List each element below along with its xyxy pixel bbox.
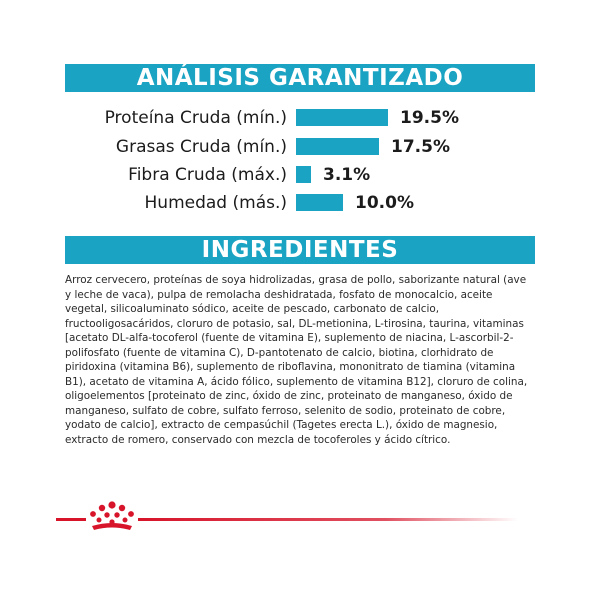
analysis-label: Fibra Cruda (máx.)	[128, 165, 287, 185]
analysis-label: Proteína Cruda (mín.)	[104, 108, 287, 128]
analysis-bar	[296, 194, 343, 211]
footer-divider-right	[138, 518, 518, 521]
ingredients-text: Arroz cervecero, proteínas de soya hidrolizadas, grasa de pollo, saborizante natural (ave y leche de vaca), pulpa de remolacha deshidratada, fosfato de monocalcio, aceite vegetal, silicoaluminato sódico, aceite de pescado, carbonato de calcio, fructooligosacáridos, cloruro de potasio, sal, DL-metionina, L-tirosina, taurina, vitaminas [acetato DL-alfa-tocoferol (fuente de vitamina E), suplemento de niacina, L-ascorbil-2-polifosfato (fuente de vitamina C), D-pantotenato de calcio, biotina, clorhidrato de piridoxina (vitamina B6), suplemento de riboflavina, mononitrato de tiamina (vitamina B1), acetato de vitamina A, ácido fólico, suplemento de vitamina B12], cloruro de colina, oligoelementos [proteinato de zinc, óxido de zinc, proteinato de manganeso, óxido de manganeso, sulfato de cobre, sulfato ferroso, selenito de sodio, proteinato de cobre, yodato de calcio], extracto de cempasúchil (Tagetes erecta L.), óxido de magnesio, extracto de romero, conservado con mezcla de tocoferoles y ácido cítrico.	[65, 274, 528, 446]
analysis-row-protein	[0, 106, 600, 130]
analysis-value: 3.1%	[323, 165, 371, 185]
royal-canin-crown-icon	[86, 499, 138, 533]
analysis-bar	[296, 109, 388, 126]
analysis-header: ANÁLISIS GARANTIZADO	[65, 64, 535, 92]
analysis-value: 17.5%	[391, 137, 450, 157]
footer-divider-left	[56, 518, 86, 521]
analysis-label: Humedad (más.)	[144, 193, 287, 213]
analysis-value: 10.0%	[355, 193, 414, 213]
analysis-bar	[296, 138, 379, 155]
analysis-bar	[296, 166, 311, 183]
analysis-row-fiber	[0, 163, 600, 187]
analysis-row-moisture	[0, 191, 600, 215]
analysis-row-fat	[0, 135, 600, 159]
analysis-label: Grasas Cruda (mín.)	[115, 137, 287, 157]
ingredients-header: INGREDIENTES	[65, 236, 535, 264]
analysis-value: 19.5%	[400, 108, 459, 128]
